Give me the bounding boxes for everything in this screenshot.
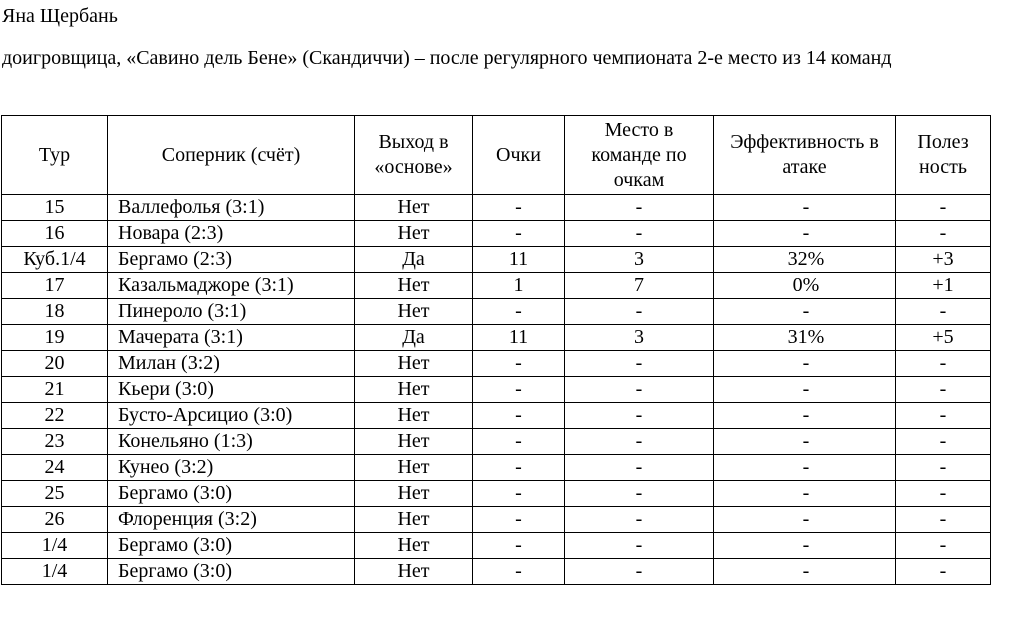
- cell-opponent: Конельяно (1:3): [108, 429, 355, 455]
- table-body: [2, 195, 991, 585]
- cell-usefulness: -: [896, 533, 991, 559]
- cell-points: -: [473, 481, 565, 507]
- cell-rank: 3: [565, 247, 714, 273]
- cell-points: -: [473, 403, 565, 429]
- cell-round: 16: [2, 221, 108, 247]
- cell-efficiency: -: [714, 559, 896, 585]
- cell-rank: -: [565, 195, 714, 221]
- cell-round: 22: [2, 403, 108, 429]
- cell-opponent: Бусто-Арсицио (3:0): [108, 403, 355, 429]
- cell-opponent: Бергамо (3:0): [108, 559, 355, 585]
- cell-starter: Нет: [355, 403, 473, 429]
- table-row: [2, 403, 991, 429]
- table-row: [2, 325, 991, 351]
- cell-opponent: Кьери (3:0): [108, 377, 355, 403]
- cell-round: 1/4: [2, 559, 108, 585]
- cell-usefulness: -: [896, 507, 991, 533]
- cell-points: 1: [473, 273, 565, 299]
- cell-efficiency: -: [714, 507, 896, 533]
- cell-efficiency: 0%: [714, 273, 896, 299]
- cell-starter: Нет: [355, 351, 473, 377]
- cell-starter: Нет: [355, 507, 473, 533]
- cell-starter: Нет: [355, 221, 473, 247]
- column-header-points: Очки: [473, 116, 565, 195]
- cell-points: -: [473, 507, 565, 533]
- cell-round: 18: [2, 299, 108, 325]
- cell-points: 11: [473, 325, 565, 351]
- cell-opponent: Новара (2:3): [108, 221, 355, 247]
- cell-points: -: [473, 429, 565, 455]
- cell-efficiency: 32%: [714, 247, 896, 273]
- cell-starter: Нет: [355, 299, 473, 325]
- cell-efficiency: -: [714, 221, 896, 247]
- cell-round: 19: [2, 325, 108, 351]
- cell-starter: Нет: [355, 429, 473, 455]
- cell-opponent: Бергамо (3:0): [108, 481, 355, 507]
- cell-opponent: Кунео (3:2): [108, 455, 355, 481]
- cell-rank: -: [565, 481, 714, 507]
- cell-usefulness: -: [896, 299, 991, 325]
- cell-rank: -: [565, 403, 714, 429]
- cell-rank: 3: [565, 325, 714, 351]
- table-row: [2, 273, 991, 299]
- column-header-usefulness: Полез ность: [896, 116, 991, 195]
- cell-efficiency: -: [714, 533, 896, 559]
- cell-starter: Нет: [355, 481, 473, 507]
- cell-opponent: Казальмаджоре (3:1): [108, 273, 355, 299]
- cell-efficiency: -: [714, 429, 896, 455]
- cell-usefulness: -: [896, 559, 991, 585]
- cell-rank: -: [565, 507, 714, 533]
- table-row: [2, 507, 991, 533]
- cell-efficiency: -: [714, 195, 896, 221]
- cell-usefulness: -: [896, 403, 991, 429]
- cell-rank: -: [565, 377, 714, 403]
- cell-starter: Нет: [355, 559, 473, 585]
- cell-starter: Да: [355, 325, 473, 351]
- cell-opponent: Милан (3:2): [108, 351, 355, 377]
- cell-usefulness: -: [896, 221, 991, 247]
- column-header-round: Тур: [2, 116, 108, 195]
- cell-round: 23: [2, 429, 108, 455]
- cell-points: -: [473, 299, 565, 325]
- cell-points: -: [473, 559, 565, 585]
- cell-points: -: [473, 351, 565, 377]
- cell-points: -: [473, 533, 565, 559]
- column-header-rank: Место в команде по очкам: [565, 116, 714, 195]
- table-row: [2, 351, 991, 377]
- stats-table: [1, 115, 991, 585]
- player-description: доигровщица, «Савино дель Бене» (Скандиччи) – после регулярного чемпионата 2-е место из 14 команд: [2, 47, 892, 69]
- cell-usefulness: +5: [896, 325, 991, 351]
- table-row: [2, 429, 991, 455]
- cell-round: 24: [2, 455, 108, 481]
- cell-points: -: [473, 455, 565, 481]
- cell-efficiency: 31%: [714, 325, 896, 351]
- cell-efficiency: -: [714, 299, 896, 325]
- cell-usefulness: -: [896, 455, 991, 481]
- cell-points: -: [473, 195, 565, 221]
- column-header-opponent: Соперник (счёт): [108, 116, 355, 195]
- table-row: [2, 195, 991, 221]
- cell-efficiency: -: [714, 377, 896, 403]
- cell-rank: 7: [565, 273, 714, 299]
- cell-round: Куб.1/4: [2, 247, 108, 273]
- cell-round: 15: [2, 195, 108, 221]
- table-header-row: [2, 116, 991, 195]
- cell-usefulness: +1: [896, 273, 991, 299]
- cell-round: 1/4: [2, 533, 108, 559]
- cell-efficiency: -: [714, 403, 896, 429]
- cell-round: 17: [2, 273, 108, 299]
- player-name: Яна Щербань: [2, 5, 118, 27]
- cell-opponent: Мачерата (3:1): [108, 325, 355, 351]
- column-header-starter: Выход в «основе»: [355, 116, 473, 195]
- cell-rank: -: [565, 299, 714, 325]
- cell-efficiency: -: [714, 481, 896, 507]
- table-row: [2, 533, 991, 559]
- cell-usefulness: -: [896, 351, 991, 377]
- cell-points: -: [473, 221, 565, 247]
- cell-usefulness: +3: [896, 247, 991, 273]
- cell-round: 20: [2, 351, 108, 377]
- cell-starter: Нет: [355, 533, 473, 559]
- table-row: [2, 221, 991, 247]
- cell-efficiency: -: [714, 455, 896, 481]
- cell-rank: -: [565, 351, 714, 377]
- table-row: [2, 455, 991, 481]
- cell-starter: Нет: [355, 377, 473, 403]
- cell-rank: -: [565, 455, 714, 481]
- cell-efficiency: -: [714, 351, 896, 377]
- table-row: [2, 247, 991, 273]
- cell-round: 26: [2, 507, 108, 533]
- cell-usefulness: -: [896, 481, 991, 507]
- cell-usefulness: -: [896, 195, 991, 221]
- cell-round: 21: [2, 377, 108, 403]
- cell-points: -: [473, 377, 565, 403]
- cell-round: 25: [2, 481, 108, 507]
- cell-rank: -: [565, 559, 714, 585]
- cell-starter: Нет: [355, 455, 473, 481]
- table-row: [2, 299, 991, 325]
- cell-usefulness: -: [896, 377, 991, 403]
- cell-starter: Да: [355, 247, 473, 273]
- cell-rank: -: [565, 429, 714, 455]
- cell-rank: -: [565, 221, 714, 247]
- cell-points: 11: [473, 247, 565, 273]
- cell-opponent: Валлефолья (3:1): [108, 195, 355, 221]
- cell-opponent: Бергамо (2:3): [108, 247, 355, 273]
- cell-usefulness: -: [896, 429, 991, 455]
- cell-opponent: Пинероло (3:1): [108, 299, 355, 325]
- table-row: [2, 559, 991, 585]
- table-row: [2, 377, 991, 403]
- column-header-efficiency: Эффективность в атаке: [714, 116, 896, 195]
- cell-opponent: Флоренция (3:2): [108, 507, 355, 533]
- cell-opponent: Бергамо (3:0): [108, 533, 355, 559]
- cell-starter: Нет: [355, 273, 473, 299]
- table-row: [2, 481, 991, 507]
- cell-rank: -: [565, 533, 714, 559]
- cell-starter: Нет: [355, 195, 473, 221]
